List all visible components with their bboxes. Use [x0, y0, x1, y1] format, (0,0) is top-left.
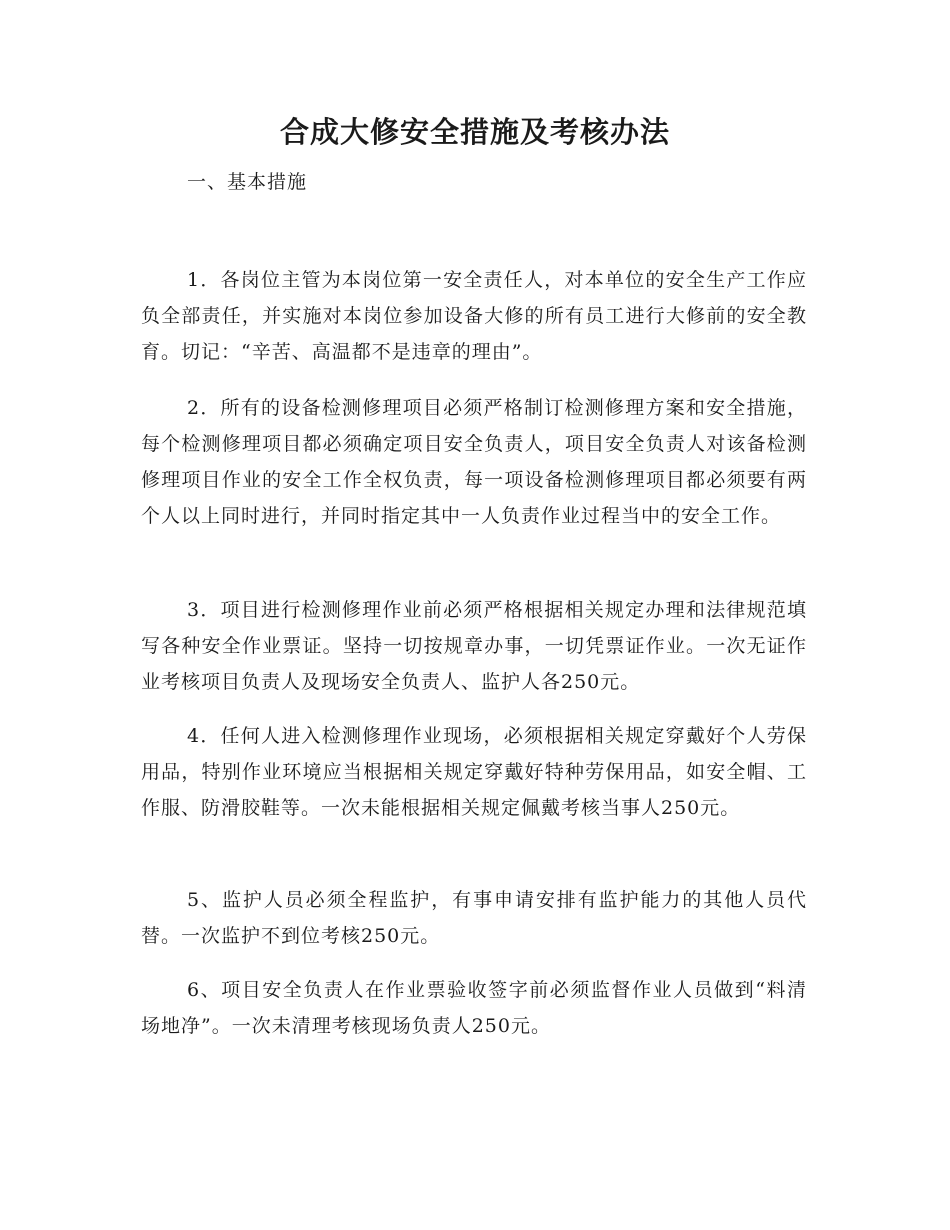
document-title: 合成大修安全措施及考核办法	[279, 115, 670, 149]
paragraph-3: 3．项目进行检测修理作业前必须严格根据相关规定办理和法律规范填写各种安全作业票证。坚持一切按规章办事，一切凭票证作业。一次无证作业考核项目负责人及现场安全负责人、监护人各250元。	[141, 599, 807, 693]
paragraph-1: 1．各岗位主管为本岗位第一安全责任人，对本单位的安全生产工作应负全部责任，并实施对本岗位参加设备大修的所有员工进行大修前的安全教育。切记：“辛苦、高温都不是违章的理由”。	[141, 269, 807, 363]
paragraph-2: 2．所有的设备检测修理项目必须严格制订检测修理方案和安全措施，每个检测修理项目都必须确定项目安全负责人，项目安全负责人对该备检测修理项目作业的安全工作全权负责，每一项设备检测修理项目都必须要有两个人以上同时进行，并同时指定其中一人负责作业过程当中的安全工作。	[141, 397, 807, 527]
paragraph-5: 5、监护人员必须全程监护，有事申请安排有监护能力的其他人员代替。一次监护不到位考核250元。	[141, 889, 807, 947]
paragraph-6: 6、项目安全负责人在作业票验收签字前必须监督作业人员做到“料清场地净”。一次未清理考核现场负责人250元。	[141, 979, 807, 1037]
section-heading: 一、基本措施	[187, 171, 308, 193]
paragraph-4: 4．任何人进入检测修理作业现场，必须根据相关规定穿戴好个人劳保用品，特别作业环境应当根据相关规定穿戴好特种劳保用品，如安全帽、工作服、防滑胶鞋等。一次未能根据相关规定佩戴考核当事人250元。	[141, 725, 807, 819]
